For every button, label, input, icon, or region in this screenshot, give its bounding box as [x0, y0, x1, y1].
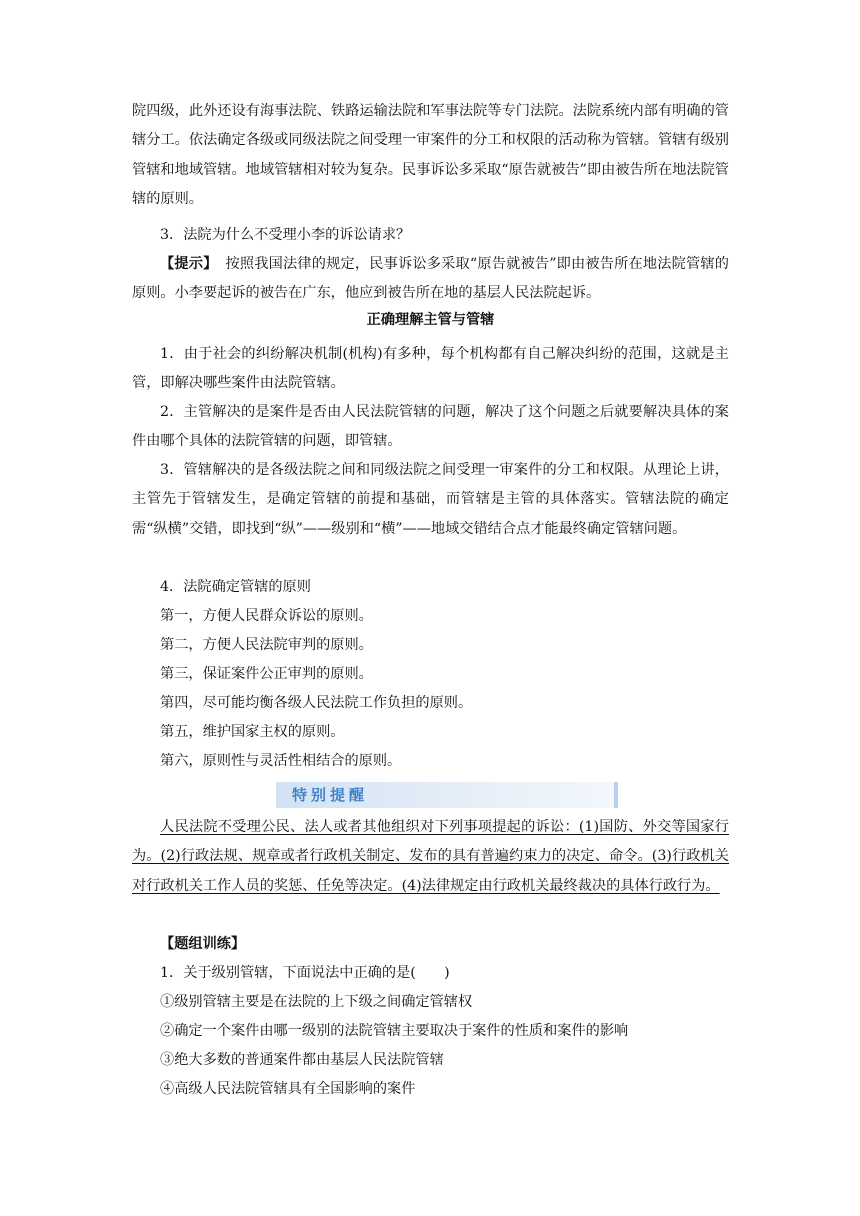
principle-2: 第二，方便人民法院审判的原则。	[160, 637, 373, 653]
intro-paragraph: 院四级，此外还设有海事法院、铁路运输法院和军事法院等专门法院。法院系统内部有明确的管辖分工。依法确定各级或同级法院之间受理一审案件的分工和权限的活动称为管辖。管辖有级别管辖和地域管辖。地域管辖相对较为复杂。民事诉讼多采取“原告就被告”即由被告所在地法院管辖的原则。	[132, 103, 729, 208]
special-note-banner-label: 特别提醒	[292, 786, 369, 804]
principle-1: 第一，方便人民群众诉讼的原则。	[160, 608, 373, 624]
question-3: 3．法院为什么不受理小李的诉讼请求？	[160, 227, 411, 243]
point-2: 2．主管解决的是案件是否由人民法院管辖的问题，解决了这个问题之后就要解决具体的案件由哪个具体的法院管辖的问题，即管辖。	[132, 404, 729, 450]
option-2: ②确定一个案件由哪一级别的法院管辖主要取决于案件的性质和案件的影响	[160, 1023, 629, 1039]
section-title: 正确理解主管与管辖	[366, 312, 495, 328]
hint-paragraph	[132, 250, 729, 309]
point-1: 1．由于社会的纠纷解决机制(机构)有多种，每个机构都有自己解决纠纷的范围，这就是主管，即解决哪些案件由法院管辖。	[132, 346, 729, 392]
option-3: ③绝大多数的普通案件都由基层人民法院管辖	[160, 1052, 444, 1068]
option-4: ④高级人民法院管辖具有全国影响的案件	[160, 1081, 416, 1097]
hint-text: 按照我国法律的规定，民事诉讼多采取“原告就被告”即由被告所在地法院管辖的原则。小李要起诉的被告在广东，他应到被告所在地的基层人民法院起诉。	[132, 256, 729, 302]
special-note-banner	[276, 782, 618, 808]
option-1: ①级别管辖主要是在法院的上下级之间确定管辖权	[160, 994, 473, 1010]
hint-label: 【提示】	[160, 256, 218, 272]
point-4: 4．法院确定管辖的原则	[160, 579, 311, 595]
special-note-text: 人民法院不受理公民、法人或者其他组织对下列事项提起的诉讼：(1)国防、外交等国家行为。(2)行政法规、规章或者行政机关制定、发布的具有普遍约束力的决定、命令。(3)行政机关对行政机关工作人员的奖惩、任免等决定。(4)法律规定由行政机关最终裁决的具体行政行为。	[132, 819, 729, 894]
point-3: 3．管辖解决的是各级法院之间和同级法院之间受理一审案件的分工和权限。从理论上讲，主管先于管辖发生，是确定管辖的前提和基础，而管辖是主管的具体落实。管辖法院的确定需“纵横”交错，即找到“纵”——级别和“横”——地域交错结合点才能最终确定管辖问题。	[132, 462, 729, 537]
principle-6: 第六，原则性与灵活性相结合的原则。	[160, 753, 402, 769]
training-heading: 【题组训练】	[160, 936, 246, 952]
training-question-1: 1．关于级别管辖，下面说法中正确的是( )	[160, 965, 450, 981]
principle-3: 第三，保证案件公正审判的原则。	[160, 666, 373, 682]
principle-4: 第四，尽可能均衡各级人民法院工作负担的原则。	[160, 695, 473, 711]
principle-5: 第五，维护国家主权的原则。	[160, 724, 345, 740]
